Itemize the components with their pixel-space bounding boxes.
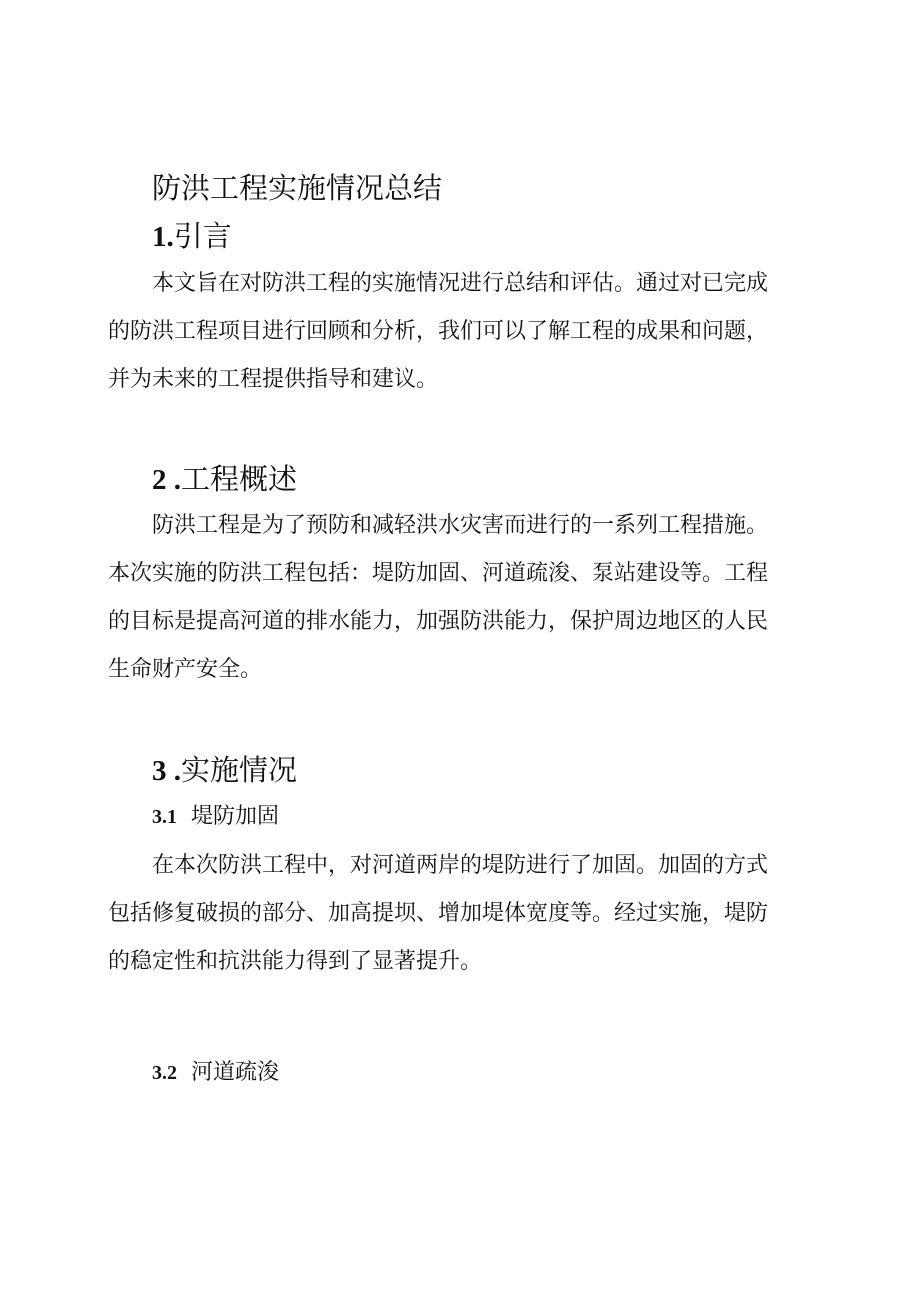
paragraph-line: 生命财产安全。 xyxy=(108,657,263,682)
subsection-3-2-number: 3.2 xyxy=(152,1062,177,1084)
paragraph-line: 本次实施的防洪工程包括：堤防加固、河道疏浚、泵站建设等。工程 xyxy=(108,561,769,586)
subsection-3-1-title: 堤防加固 xyxy=(191,804,280,829)
subsection-3-2-title: 河道疏浚 xyxy=(191,1060,280,1085)
paragraph-line: 的防洪工程项目进行回顾和分析，我们可以了解工程的成果和问题， xyxy=(108,319,769,344)
section-3-number: 3 . xyxy=(152,755,181,787)
subsection-3-1-number: 3.1 xyxy=(152,806,177,828)
section-2-heading xyxy=(152,459,297,500)
section-2-number: 2 . xyxy=(152,464,181,496)
section-1-number: 1. xyxy=(152,221,174,253)
paragraph-line: 在本次防洪工程中，对河道两岸的堤防进行了加固。加固的方式 xyxy=(152,853,769,878)
subsection-3-2-heading xyxy=(152,1057,279,1089)
subsection-3-1-paragraph xyxy=(108,842,808,986)
document-title: 防洪工程实施情况总结 xyxy=(152,171,443,205)
paragraph-line: 防洪工程是为了预防和减轻洪水灾害而进行的一系列工程措施。 xyxy=(152,513,769,538)
paragraph-line: 的稳定性和抗洪能力得到了显著提升。 xyxy=(108,949,483,974)
section-3-title: 实施情况 xyxy=(181,753,298,787)
section-2-title: 工程概述 xyxy=(181,462,298,496)
section-1-title: 引言 xyxy=(173,219,232,253)
paragraph-line: 的目标是提高河道的排水能力，加强防洪能力，保护周边地区的人民 xyxy=(108,609,769,634)
section-2-paragraph xyxy=(108,502,808,694)
section-1-heading xyxy=(152,216,232,257)
subsection-3-1-heading xyxy=(152,801,279,833)
paragraph-line: 包括修复破损的部分、加高提坝、增加堤体宽度等。经过实施，堤防 xyxy=(108,901,769,926)
section-1-paragraph xyxy=(108,260,808,404)
paragraph-line: 并为未来的工程提供指导和建议。 xyxy=(108,367,439,392)
section-3-heading xyxy=(152,750,297,791)
paragraph-line: 本文旨在对防洪工程的实施情况进行总结和评估。通过对已完成 xyxy=(152,271,769,296)
